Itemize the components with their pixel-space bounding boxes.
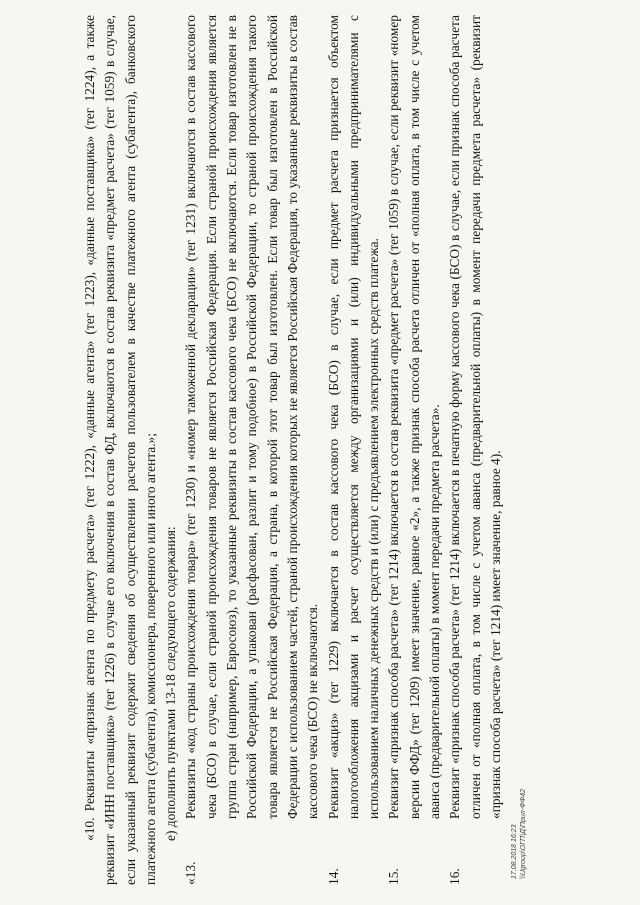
intro-paragraph: «10. Реквизиты «признак агента по предмету расчета» (тег 1222), «данные агента» (тег 1223), «данные поставщика» (тег 1224), а также реквизит «ИНН поставщика» (тег 1226) в случае его включения в состав ФД, включаются в состав реквизита «предмет расчета» (тег 1059) в случае, если указанный реквизит содержит сведения об осуществлении расчетов пользователем в качестве платежного агента (субагента), банковского платежного агента (субагента), комиссионера, поверенного или иного агента.»; [82,15,158,885]
rotated-text-frame [80,15,550,885]
item-text: Реквизит «признак способа расчета» (тег 1214) включается в печатную форму кассового чека (БСО) в случае, если признак способа расчета отличен от «полная оплата, в том числе с учетом аванса (предварительной оплаты) в момент передачи предмета расчета» (реквизит «признак способа расчета» (тег 1214) имеет значение, равное 4). [447,15,503,819]
item-text: Реквизиты «код страны происхождения товара» (тег 1230) и «номер таможенной декларации» (тег 1231) включаются в состав кассового чека (БСО) в случае, если страной происхождения товаров не является Российская Федерация. Если страной происхождения является группа стран (например, Евросоюз), то указанные реквизиты в состав кассового чека (БСО) не включаются. Если товар изготовлен не в Российской Федерации, а упакован (расфасован, разлит и тому подобное) в Российской Федерации, то страной происхождения такого товара является не Российская Федерация, а страна, в которой этот товар был изготовлен. Если товар был изготовлен в Российской Федерации с использованием частей, страной происхождения которых не является Российская Федерация, то указанные реквизиты в состав кассового чека (БСО) не включаются. [183,15,321,819]
list-item-16 [445,15,506,885]
list-item-14 [324,15,385,885]
item-number: 15. [386,868,402,885]
stamp-path: \\Ugroup\ОГП\Д\Прил-ФФ42 [520,788,527,879]
list-item-13 [181,15,323,885]
item-number: 14. [325,868,341,885]
item-text: Реквизит «акциз» (тег 1229) включается в состав кассового чека (БСО) в случае, если предмет расчета признается объектом налогообложения акцизами и расчет осуществляется между организациями и (или) индивидуальными предпринимателями с использованием наличных денежных средств и (или) с предъявлением электронных средств платежа. [325,15,382,819]
item-number: 16. [447,868,463,885]
item-number: «13. [183,861,199,885]
list-item-15 [384,15,445,885]
file-stamp [510,789,528,879]
item-text: Реквизит «признак способа расчета» (тег 1214) включается в состав реквизита «предмет расчета» (тег 1059) в случае, если реквизит «номер версии ФФД» (тег 1209) имеет значение, равное «2», а также признак способа расчета отличен от «полная оплата, в том числе с учетом аванса (предварительной оплаты) в момент передачи предмета расчета». [386,15,443,819]
stamp-date: 17.08.2018 16:23 [511,824,518,879]
subclause-e: е) дополнить пунктами 13-18 следующего содержания: [163,526,179,841]
